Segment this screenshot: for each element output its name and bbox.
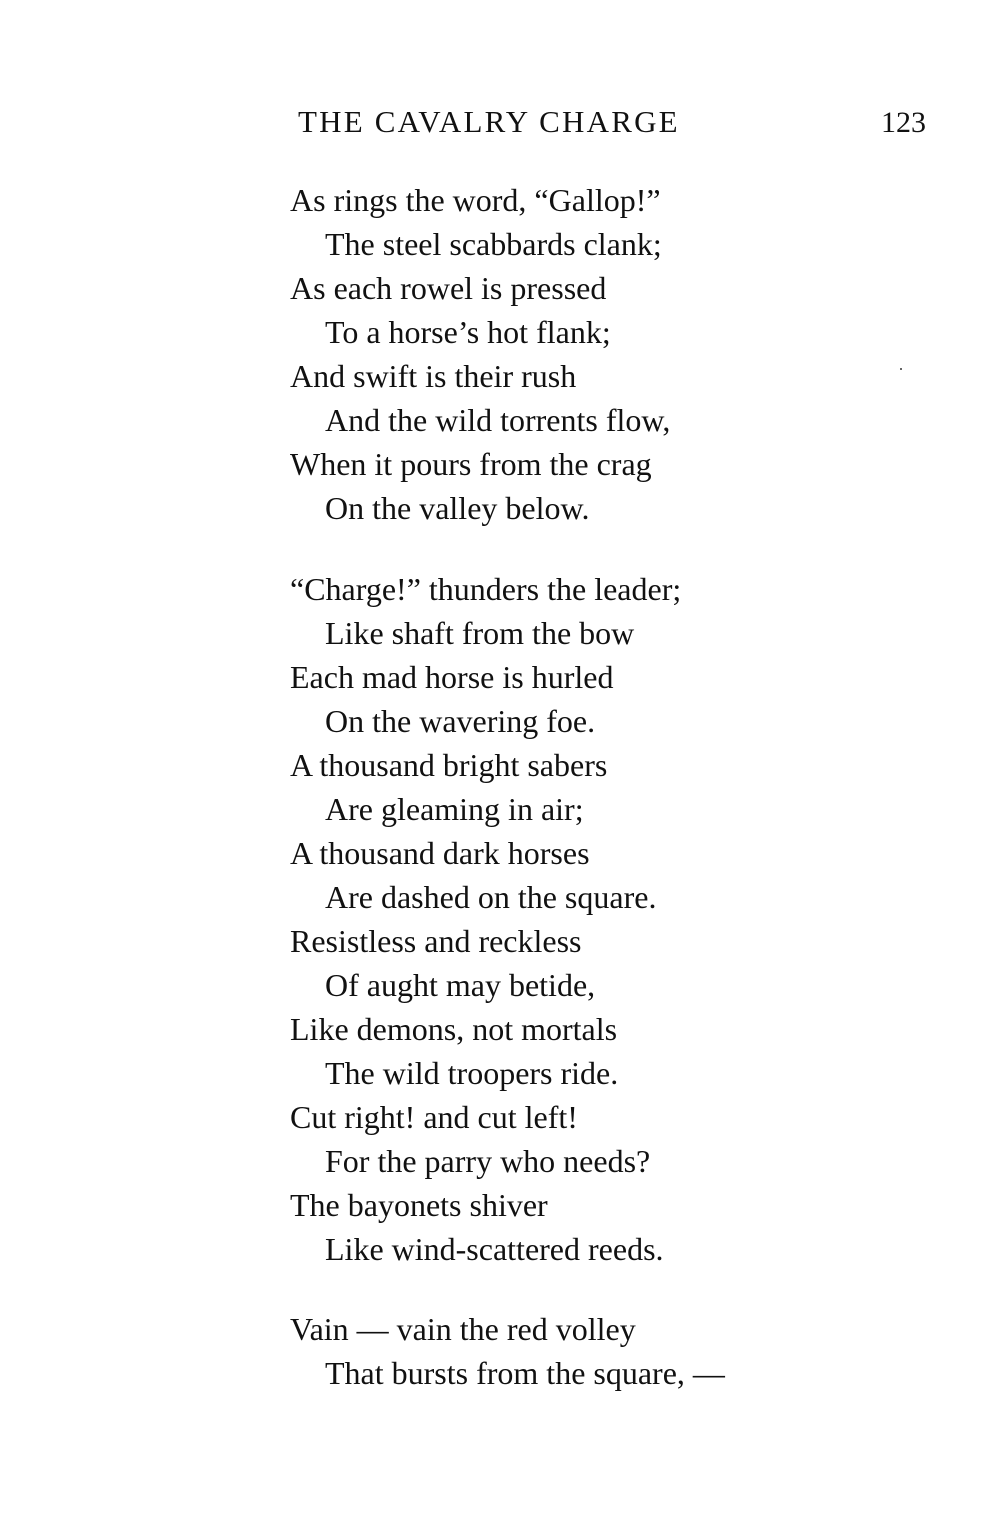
poem-line: As rings the word, “Gallop!” bbox=[290, 182, 661, 218]
poem-line: As each rowel is pressed bbox=[290, 270, 607, 306]
poem-line: Like wind-scattered reeds. bbox=[325, 1231, 664, 1267]
poem-line: Like shaft from the bow bbox=[325, 615, 635, 651]
poem-line: Like demons, not mortals bbox=[290, 1011, 618, 1047]
poem-line: The steel scabbards clank; bbox=[325, 226, 662, 262]
poem-line: A thousand bright sabers bbox=[290, 747, 608, 783]
poem-line: And swift is their rush bbox=[290, 358, 577, 394]
poem-line: When it pours from the crag bbox=[290, 446, 652, 482]
poem-line: Each mad horse is hurled bbox=[290, 659, 614, 695]
poem-line: The bayonets shiver bbox=[290, 1187, 548, 1223]
page-number: 123 bbox=[881, 106, 926, 139]
poem-line: For the parry who needs? bbox=[325, 1143, 651, 1179]
poem-line: Cut right! and cut left! bbox=[290, 1099, 578, 1135]
poem-line: Vain — vain the red volley bbox=[290, 1311, 636, 1347]
poem-line: Are dashed on the square. bbox=[325, 879, 657, 915]
poem-line: Resistless and reckless bbox=[290, 923, 582, 959]
poem-line: “Charge!” thunders the leader; bbox=[290, 571, 682, 607]
poem-line: On the wavering foe. bbox=[325, 703, 596, 739]
poem-line: That bursts from the square, — bbox=[325, 1355, 725, 1391]
poem-line: To a horse’s hot flank; bbox=[325, 314, 611, 350]
running-head bbox=[298, 104, 928, 154]
chapter-title: THE CAVALRY CHARGE bbox=[298, 104, 680, 139]
poem-line: On the valley below. bbox=[325, 490, 590, 526]
poem-line: A thousand dark horses bbox=[290, 835, 590, 871]
poem-line: The wild troopers ride. bbox=[325, 1055, 619, 1091]
poem-line: And the wild torrents flow, bbox=[325, 402, 671, 438]
poem-line: Are gleaming in air; bbox=[325, 791, 584, 827]
paper-speck bbox=[900, 368, 902, 370]
poem-line: Of aught may betide, bbox=[325, 967, 596, 1003]
